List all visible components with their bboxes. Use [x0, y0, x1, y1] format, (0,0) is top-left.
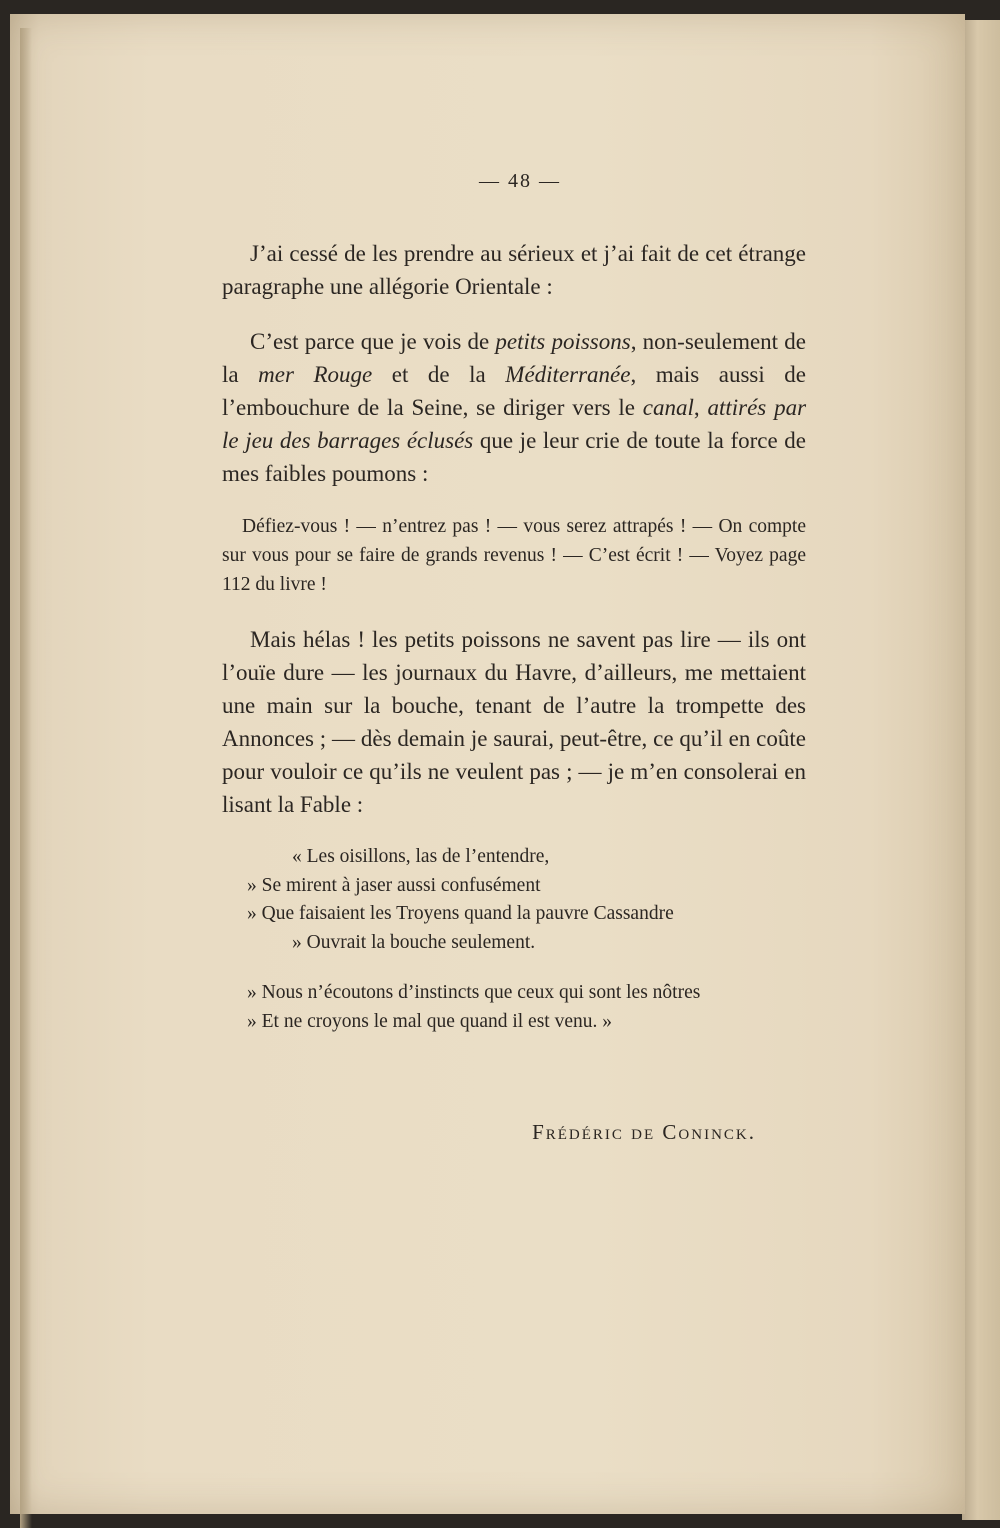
page-number: — 48 —	[479, 170, 561, 192]
paragraph-text: que je leur crie de toute la force de mes faibles poumons :	[222, 428, 806, 486]
verse-line: « Les oisillons, las de l’entendre,	[292, 846, 550, 867]
paragraph-allegory: J’ai cessé de les prendre au sérieux et j’ai fait de cet étrange paragraphe une allégorie Orientale :	[222, 241, 806, 299]
italic-text: mer Rouge	[258, 362, 373, 387]
paragraph-text: , non-seulement de la	[222, 329, 806, 387]
paragraph-text: , mais aussi de l’embouchure de la Seine, se diriger vers le	[222, 362, 807, 420]
verse-line: » Nous n’écoutons d’instincts que ceux qui sont les nôtres	[247, 982, 701, 1003]
paragraph-petits-poissons	[222, 325, 806, 490]
page-spine-edge	[20, 28, 32, 1528]
paragraph-text: ,	[693, 395, 708, 420]
paragraph-text: et de la	[372, 362, 506, 387]
italic-text: canal	[642, 395, 694, 420]
verse-line: » Ouvrait la bouche seulement.	[292, 931, 536, 953]
fable-verse	[247, 843, 806, 1036]
verse-line: » Se mirent à jaser aussi confusément	[247, 874, 541, 896]
verse-line: » Et ne croyons le mal que quand il est venu. »	[247, 1010, 612, 1032]
verse-line: » Que faisaient les Troyens quand la pauvre Cassandre	[247, 903, 674, 924]
stanza-gap	[247, 957, 806, 979]
quoted-warning: Défiez-vous ! — n’entrez pas ! — vous serez attrapés ! — On compte sur vous pour se faire de grands revenus ! — C’est écrit ! — Voyez page 112 du livre !	[222, 516, 806, 595]
author-signature: Frédéric de Coninck.	[532, 1120, 756, 1144]
italic-text: petits poissons	[495, 329, 631, 354]
page-content	[222, 170, 806, 1145]
paragraph-mais-helas: Mais hélas ! les petits poissons ne savent pas lire — ils ont l’ouïe dure — les journaux du Havre, d’ailleurs, me mettaient une main sur la bouche, tenant de l’autre la trompette des Annonces ; — dès demain je saurai, peut-être, ce qu’il en coûte pour vouloir ce qu’ils ne veulent pas ; — je m’en consolerai en lisant la Fable :	[222, 627, 806, 817]
italic-text: attirés par le jeu des barrages éclusés	[222, 395, 807, 453]
next-page-edge	[962, 20, 1000, 1520]
italic-text: Méditerranée	[505, 362, 631, 387]
paragraph-text: C’est parce que je vois de	[250, 329, 496, 354]
